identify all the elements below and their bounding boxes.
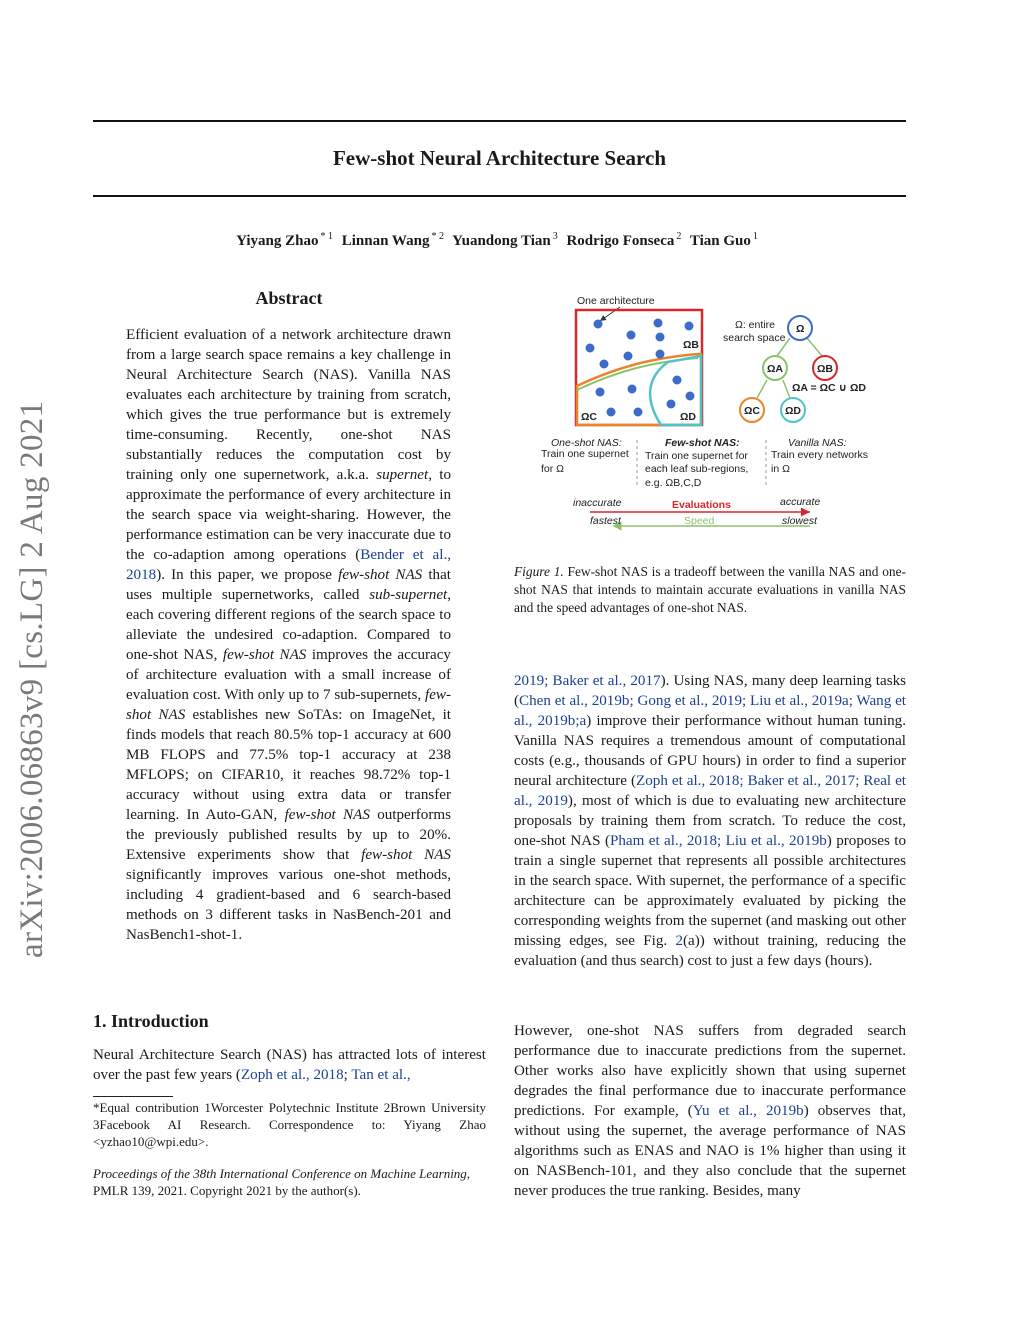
- vanilla-line1: Train every networks: [771, 449, 869, 461]
- few-shot-title: Few-shot NAS:: [665, 437, 740, 449]
- label-fastest: fastest: [590, 515, 621, 527]
- intro-continuation-paragraph-2: However, one-shot NAS suffers from degraded search performance due to inaccurate predictions from the supernet. Other works also have explicitly shown that using supernet degrades the final performance due to inaccurate performance predictions. For example, (Yu et al., 2019b) observes that, without using the supernet, the average performance of NAS algorithms such as ENAS and NAO is 1% higher than using it on NASBench-101, and they also conclude that the supernet never produces the true ranking. Besides, many: [514, 1023, 906, 1199]
- label-one-architecture: One architecture: [577, 295, 655, 307]
- label-omega-b-region: ΩB: [683, 339, 700, 351]
- vanilla-line2: in Ω: [771, 463, 790, 475]
- label-union: ΩA = ΩC ∪ ΩD: [792, 382, 866, 394]
- citation-link[interactable]: Yu et al., 2019b: [692, 1103, 804, 1119]
- citation-link[interactable]: 2019; Baker et al., 2017: [514, 673, 661, 689]
- figure-reference-link[interactable]: 2: [675, 933, 683, 949]
- author-affiliation: * 1: [320, 231, 333, 242]
- paper-title: Few-shot Neural Architecture Search: [332, 146, 667, 170]
- top-rule: [93, 120, 906, 122]
- citation-link[interactable]: Chen et al., 2019b; Gong et al., 2019; Liu et al., 2019a; Wang et al., 2019b;a: [514, 693, 906, 729]
- figure-1-diagram: [520, 290, 900, 535]
- footnote-rule: [93, 1096, 173, 1097]
- author-affiliation: 1: [752, 231, 758, 242]
- label-omega-c-region: ΩC: [581, 411, 598, 423]
- label-inaccurate: inaccurate: [573, 497, 622, 509]
- label-search-space: search space: [723, 332, 786, 344]
- citation-link[interactable]: Pham et al., 2018; Liu et al., 2019b: [609, 833, 827, 849]
- author-list: [93, 231, 906, 250]
- proceedings-note: Proceedings of the 38th International Conference on Machine Learning, PMLR 139, 2021. Copyright 2021 by the author(s).: [93, 1166, 471, 1198]
- author-name: Rodrigo Fonseca: [566, 233, 675, 249]
- label-omega-b: ΩB: [817, 363, 834, 375]
- author-name: Tian Guo: [689, 233, 751, 249]
- label-omega-c: ΩC: [744, 405, 761, 417]
- few-shot-line2: each leaf sub-regions,: [645, 463, 749, 475]
- tree-edge: [807, 338, 822, 356]
- author-affiliation: * 2: [431, 231, 444, 242]
- author-name: Yiyang Zhao: [236, 233, 319, 249]
- footnote: *Equal contribution 1Worcester Polytechnic Institute 2Brown University 3Facebook AI Research. Correspondence to: Yiyang Zhao <yzhao10@wpi.edu>.: [93, 1100, 486, 1149]
- one-shot-line2: for Ω: [541, 463, 565, 475]
- label-accurate: accurate: [780, 496, 821, 508]
- tree-edge: [757, 380, 767, 398]
- author-affiliation: 3: [552, 231, 558, 242]
- label-omega-d: ΩD: [785, 405, 802, 417]
- caption-label: Figure 1.: [514, 564, 564, 579]
- citation-link[interactable]: Tan et al.,: [351, 1067, 411, 1083]
- abstract-body: Efficient evaluation of a network architecture drawn from a large search space remains a key challenge in Neural Architecture Search (NAS). Vanilla NAS evaluates each architecture by training from scratch, which gives the true performance but is extremely time-consuming. Recently, one-shot NAS substantially reduces the computation cost by training only one supernetwork, a.k.a. supernet, to approximate the performance of every architecture in the search space via weight-sharing. However, the performance estimation can be very inaccurate due to the co-adaption among operations (Bender et al., 2018). In this paper, we propose few-shot NAS that uses multiple supernetworks, called sub-supernet, each covering different regions of the search space to alleviate the undesired co-adaption. Compared to one-shot NAS, few-shot NAS improves the accuracy of architecture evaluation with a small increase of evaluation cost. With only up to 7 sub-supernets, few-shot NAS establishes new SoTAs: on ImageNet, it finds models that reach 80.5% top-1 accuracy at 600 MB FLOPS and 77.5% top-1 accuracy at 238 MFLOPS; on CIFAR10, it reaches 98.72% top-1 accuracy without using extra data or transfer learning. In Auto-GAN, few-shot NAS outperforms the previously published results by up to 20%. Extensive experiments show that few-shot NAS significantly improves various one-shot methods, including 4 gradient-based and 6 search-based methods on 3 different tasks in NasBench-201 and NasBench1-shot-1.: [126, 327, 452, 943]
- few-shot-line1: Train one supernet for: [645, 450, 748, 462]
- few-shot-line3: e.g. ΩB,C,D: [645, 477, 702, 489]
- figure-1-caption: Figure 1. Few-shot NAS is a tradeoff between the vanilla NAS and one-shot NAS that intends to maintain accurate evaluations in vanilla NAS and the speed advantages of one-shot NAS.: [514, 564, 906, 615]
- citation-link[interactable]: Zoph et al., 2018; Baker et al., 2017; Real et al., 2019: [514, 773, 907, 809]
- intro-continuation-paragraph-1: 2019; Baker et al., 2017). Using NAS, many deep learning tasks (Chen et al., 2019b; Gong et al., 2019; Liu et al., 2019a; Wang et al., 2019b;a) improve their performance without human tuning. Vanilla NAS requires a tremendous amount of computational costs (e.g., thousands of GPU hours) in order to find a superior neural architecture (Zoph et al., 2018; Baker et al., 2017; Real et al., 2019), most of which is due to evaluating new architecture proposals by training them from scratch. To reduce the cost, one-shot NAS (Pham et al., 2018; Liu et al., 2019b) proposes to train a single supernet that represents all possible architectures in the search space. With supernet, the performance of a specific architecture can be approximately evaluated by picking the corresponding weights from the supernet (and masking out other missing edges, see Fig. 2(a)) without training, reducing the evaluation (and thus search) cost to just a few days (hours).: [514, 673, 907, 969]
- label-omega-d-region: ΩD: [680, 411, 697, 423]
- one-shot-title: One-shot NAS:: [551, 437, 622, 449]
- label-omega: Ω: [796, 323, 805, 335]
- label-slowest: slowest: [782, 515, 818, 527]
- citation-link[interactable]: Bender et al., 2018: [126, 547, 452, 583]
- abstract-heading: Abstract: [255, 288, 323, 308]
- label-omega-a: ΩA: [767, 363, 784, 375]
- author-affiliation: 2: [676, 231, 682, 242]
- vanilla-title: Vanilla NAS:: [788, 437, 847, 449]
- author-name: Yuandong Tian: [452, 233, 551, 249]
- citation-link[interactable]: Zoph et al., 2018: [240, 1067, 344, 1083]
- label-evaluations: Evaluations: [672, 499, 731, 511]
- label-speed: Speed: [684, 515, 715, 527]
- section-heading-introduction: 1. Introduction: [93, 1011, 209, 1031]
- arxiv-side-label[interactable]: arXiv:2006.06863v9 [cs.LG] 2 Aug 2021: [14, 400, 50, 958]
- one-shot-line1: Train one supernet: [541, 448, 629, 460]
- author-name: Linnan Wang: [341, 233, 430, 249]
- introduction-body: Neural Architecture Search (NAS) has attracted lots of interest over the past few years (Zoph et al., 2018; Tan et al.,: [93, 1047, 486, 1083]
- label-omega-entire: Ω: entire: [735, 319, 775, 331]
- tree-edge: [783, 380, 790, 398]
- title-bottom-rule: [93, 195, 906, 197]
